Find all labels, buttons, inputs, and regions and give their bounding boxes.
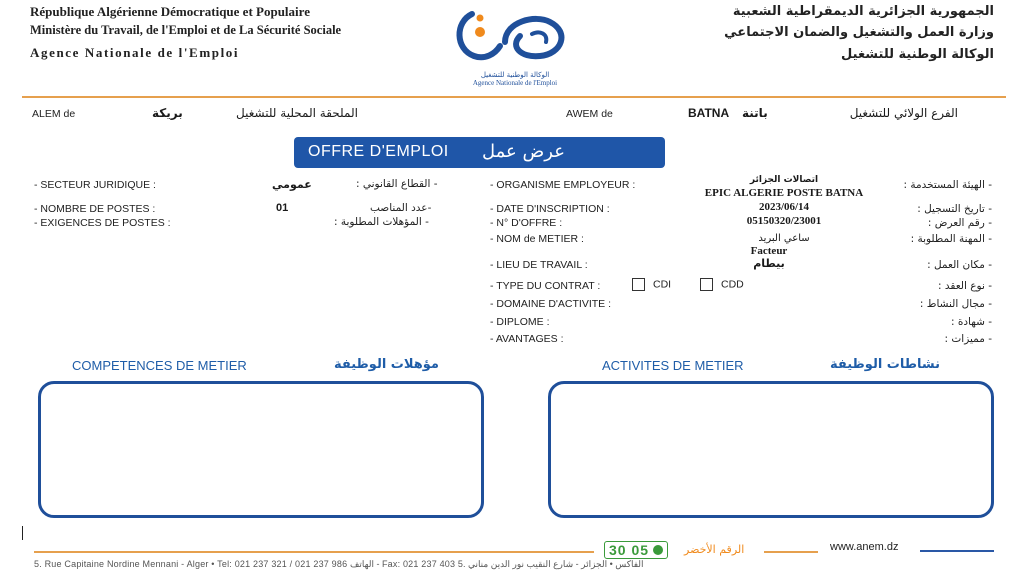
avantages-label: - AVANTAGES : — [490, 333, 564, 345]
awem-value-ar: باتنة — [742, 106, 768, 120]
contrat-ar-label: - نوع العقد : — [938, 280, 992, 292]
banner-ar: عرض عمل — [482, 141, 565, 162]
footer-line-right — [920, 550, 994, 552]
activites-box[interactable] — [548, 381, 994, 518]
cdd-label: CDD — [721, 278, 744, 291]
competences-box[interactable] — [38, 381, 484, 518]
footer-line-mid — [764, 551, 818, 553]
header-fr-line1: République Algérienne Démocratique et Populaire — [30, 4, 310, 19]
logo-fr-text: Agence Nationale de l'Emploi — [472, 79, 558, 87]
header-fr-line3: Agence Nationale de l'Emploi — [30, 45, 240, 60]
organisme-value-fr: EPIC ALGERIE POSTE BATNA — [704, 187, 864, 199]
domaine-ar-label: - مجال النشاط : — [919, 298, 992, 310]
lieu-ar-label: - مكان العمل : — [927, 259, 992, 271]
activites-title-ar: نشاطات الوظيفة — [830, 357, 940, 372]
green-number: 30 05 — [609, 542, 650, 558]
text-cursor — [22, 526, 23, 540]
cdi-checkbox[interactable] — [632, 278, 645, 291]
header-ar-line3: الوكالة الوطنية للتشغيل — [841, 47, 994, 62]
website-link[interactable]: www.anem.dz — [830, 541, 899, 553]
nombre-ar-label: -عدد المناصب — [370, 202, 432, 214]
exigences-label: - EXIGENCES DE POSTES : — [34, 217, 171, 229]
nombre-label: - NOMBRE DE POSTES : — [34, 203, 156, 215]
offre-value: 05150320/23001 — [746, 215, 822, 227]
organisme-ar-label: - الهيئة المستخدمة : — [903, 179, 992, 191]
green-number-badge — [604, 541, 668, 559]
secteur-ar-label: - القطاع القانوني : — [356, 178, 438, 190]
cdd-option[interactable] — [700, 278, 744, 291]
exigences-ar-label: - المؤهلات المطلوبة : — [334, 216, 429, 228]
metier-value-fr: Facteur — [750, 245, 788, 257]
date-ar-label: - تاريخ التسجيل : — [917, 203, 992, 215]
metier-label: - NOM de METIER : — [490, 233, 584, 245]
date-label: - DATE D'INSCRIPTION : — [490, 203, 610, 215]
domaine-label: - DOMAINE D'ACTIVITE : — [490, 298, 612, 310]
offre-ar-label: - رقم العرض : — [927, 217, 992, 229]
diplome-ar-label: - شهادة : — [950, 316, 992, 328]
header-ar-line1: الجمهورية الجزائرية الديمقراطية الشعبية — [732, 4, 994, 19]
header-fr-line2: Ministère du Travail, de l'Emploi et de La Sécurité Sociale — [30, 23, 342, 37]
competences-title-ar: مؤهلات الوظيفة — [334, 357, 439, 372]
footer-line-left — [34, 551, 594, 553]
awem-value-fr: BATNA — [688, 106, 730, 120]
nombre-value: 01 — [276, 202, 289, 214]
anem-logo-icon — [450, 4, 580, 66]
alem-ar-label: الملحقة المحلية للتشغيل — [236, 106, 358, 120]
offre-label: - N° D'OFFRE : — [490, 217, 563, 229]
cdi-option[interactable] — [632, 278, 671, 291]
secteur-label: - SECTEUR JURIDIQUE : — [34, 179, 156, 191]
lieu-value: بيطام — [753, 257, 785, 270]
banner-fr: OFFRE D'EMPLOI — [308, 143, 449, 160]
header-ar-line2: وزارة العمل والتشغيل والضمان الاجتماعي — [724, 25, 994, 40]
metier-ar-label: - المهنة المطلوبة : — [910, 233, 992, 245]
logo-ar-text: الوكالة الوطنية للتشغيل — [480, 71, 550, 79]
anem-logo — [450, 4, 580, 90]
diplome-label: - DIPLOME : — [490, 316, 550, 328]
competences-title-fr: COMPETENCES DE METIER — [72, 358, 247, 373]
contrat-label: - TYPE DU CONTRAT : — [490, 280, 601, 292]
awem-ar-label: الفرع الولائي للتشغيل — [849, 106, 958, 120]
date-value: 2023/06/14 — [758, 201, 810, 213]
secteur-value: عمومي — [272, 178, 312, 191]
offre-banner — [294, 137, 665, 168]
activites-title-fr: ACTIVITES DE METIER — [602, 358, 744, 373]
phone-icon — [653, 545, 663, 555]
header-separator — [22, 96, 1006, 98]
organisme-value-ar: اتصالات الجزائر — [749, 175, 819, 185]
alem-value: بريكة — [152, 106, 183, 120]
lieu-label: - LIEU DE TRAVAIL : — [490, 259, 588, 271]
cdi-label: CDI — [653, 278, 672, 291]
metier-value-ar: ساعي البريد — [758, 233, 810, 244]
organisme-label: - ORGANISME EMPLOYEUR : — [490, 179, 636, 191]
green-number-label: الرقم الأخضر — [684, 543, 745, 556]
cdd-checkbox[interactable] — [700, 278, 713, 291]
avantages-ar-label: - مميزات : — [944, 333, 992, 345]
alem-label: ALEM de — [32, 108, 76, 120]
awem-label: AWEM de — [566, 108, 613, 120]
footer-address: 5. Rue Capitaine Nordine Mennani - Alger • Tel: 021 237 321 / 021 237 986 الهاتف - Fax: 021 237 403 الفاكس • الجزائر - شارع النقيب نور الدين مناني .5 — [34, 559, 644, 569]
